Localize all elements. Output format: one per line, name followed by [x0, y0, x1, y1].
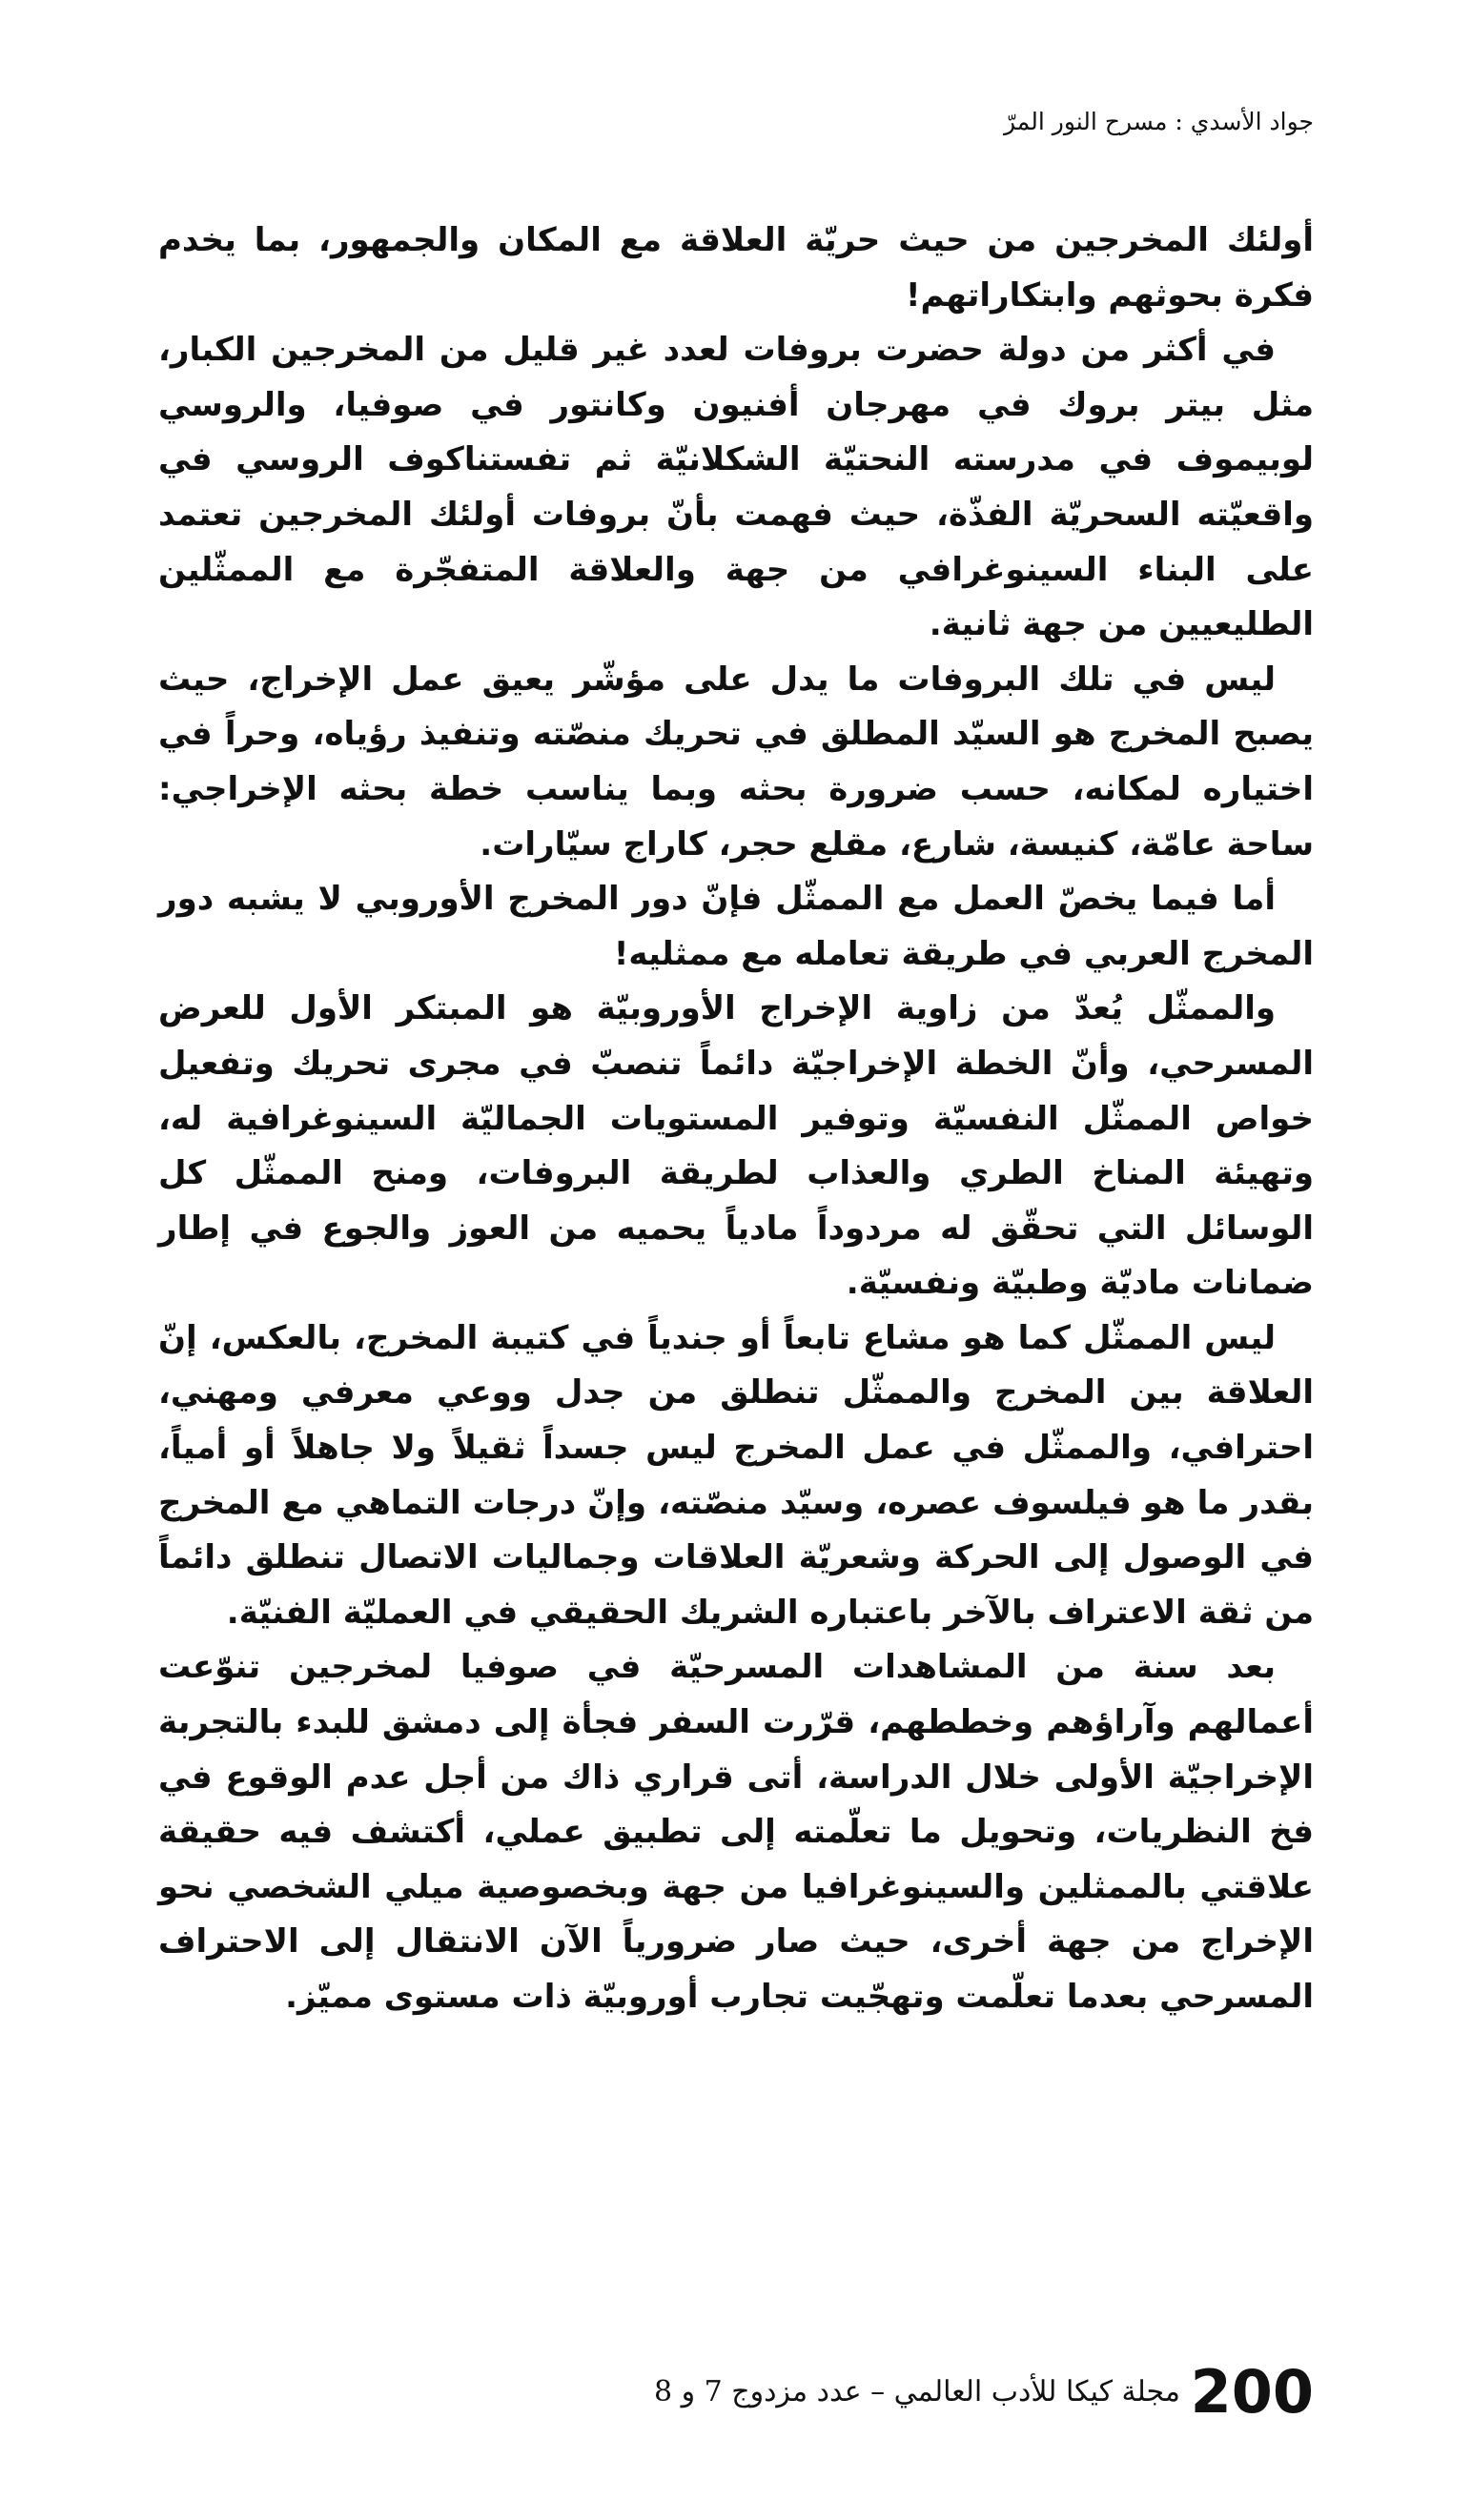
paragraph-6: ليس الممثّل كما هو مشاع تابعاً أو جندياً في كتيبة المخرج، بالعكس، إنّ العلاقة بين المخرج والممثّل تنطلق من جدل ووعي معرفي ومهني، احترافي، والممثّل في عمل المخرج ليس جسداً ثقيلاً ولا جاهلاً أو أمياً، بقدر ما هو فيلسوف عصره، وسيّد منصّته، وإنّ درجات التماهي مع المخرج في الوصول إلى الحركة وشعريّة العلاقات وجماليات الاتصال تنطلق دائماً من ثقة الاعتراف بالآخر باعتباره الشريك الحقيقي في العمليّة الفنيّة.	[158, 1318, 1314, 1632]
page-footer	[158, 2354, 1314, 2430]
paragraph-4: أما فيما يخصّ العمل مع الممثّل فإنّ دور المخرج الأوروبي لا يشبه دور المخرج العربي في طريقة تعامله مع ممثليه!	[158, 880, 1314, 973]
page-number: 200	[1190, 2357, 1314, 2427]
running-title: جواد الأسدي : مسرح النور المرّ	[1004, 108, 1314, 135]
running-header	[158, 107, 1314, 137]
paragraph-7: بعد سنة من المشاهدات المسرحيّة في صوفيا لمخرجين تنوّعت أعمالهم وآراؤهم وخططهم، قرّرت السفر فجأة إلى دمشق للبدء بالتجربة الإخراجيّة الأولى خلال الدراسة، أتى قراري ذاك من أجل عدم الوقوع في فخ النظريات، وتحويل ما تعلّمته إلى تطبيق عملي، أكتشف فيه حقيقة علاقتي بالممثلين والسينوغرافيا من جهة وبخصوصية ميلي الشخصي نحو الإخراج من جهة أخرى، حيث صار ضرورياً الآن الانتقال إلى الاحتراف المسرحي بعدما تعلّمت وتهجّيت تجارب أوروبيّة ذات مستوى مميّز.	[158, 1648, 1314, 2016]
paragraph-2: في أكثر من دولة حضرت بروفات لعدد غير قليل من المخرجين الكبار، مثل بيتر بروك في مهرجان أفنيون وكانتور في صوفيا، والروسي لوبيموف في مدرسته النحتيّة الشكلانيّة ثم تفستناكوف الروسي في واقعيّته السحريّة الفذّة، حيث فهمت بأنّ بروفات أولئك المخرجين تعتمد على البناء السينوغرافي من جهة والعلاقة المتفجّرة مع الممثّلين الطليعيين من جهة ثانية.	[158, 331, 1314, 644]
paragraph-3: ليس في تلك البروفات ما يدل على مؤشّر يعيق عمل الإخراج، حيث يصبح المخرج هو السيّد المطلق في تحريك منصّته وتنفيذ رؤياه، وحراً في اختياره لمكانه، حسب ضرورة بحثه وبما يناسب خطة بحثه الإخراجي: ساحة عامّة، كنيسة، شارع، مقلع حجر، كاراج سيّارات.	[158, 660, 1314, 864]
article-body	[158, 213, 1314, 2025]
paragraph-1: أولئك المخرجين من حيث حريّة العلاقة مع المكان والجمهور، بما يخدم فكرة بحوثهم وابتكاراتهم!	[158, 221, 1314, 315]
paragraph-5: والممثّل يُعدّ من زاوية الإخراج الأوروبيّة هو المبتكر الأول للعرض المسرحي، وأنّ الخطة الإخراجيّة دائماً تنصبّ في مجرى تحريك وتفعيل خواص الممثّل النفسيّة وتوفير المستويات الجماليّة السينوغرافية له، وتهيئة المناخ الطري والعذاب لطريقة البروفات، ومنح الممثّل كل الوسائل التي تحقّق له مردوداً مادياً يحميه من العوز والجوع في إطار ضمانات ماديّة وطبيّة ونفسيّة.	[158, 989, 1314, 1303]
journal-title: مجلة كيكا للأدب العالمي – عدد مزدوج 7 و 8	[653, 2375, 1180, 2408]
